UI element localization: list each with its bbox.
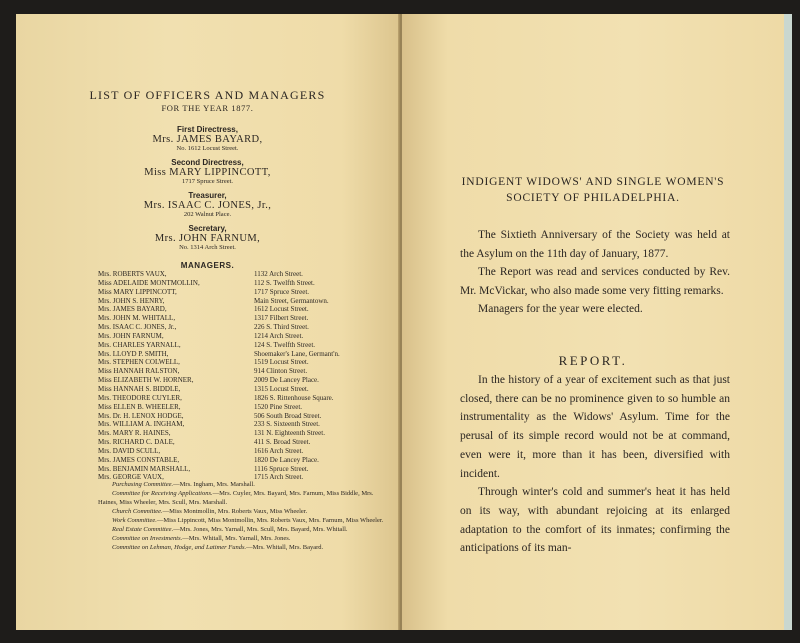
manager-address: 1116 Spruce Street. <box>254 464 309 473</box>
paragraph: Managers for the year were elected. <box>478 303 643 316</box>
officer-name: Miss MARY LIPPINCOTT, <box>144 167 271 178</box>
manager-address: 914 Clinton Street. <box>254 367 308 376</box>
list-item <box>98 385 398 394</box>
list-item <box>98 465 398 474</box>
list-item <box>98 420 398 429</box>
officer-second-directress <box>16 158 399 185</box>
manager-name: Mrs. JOHN M. WHITALL, <box>98 314 176 323</box>
officer-name: Mrs. JAMES BAYARD, <box>152 134 263 145</box>
manager-address: 506 South Broad Street. <box>254 411 322 420</box>
manager-name: Mrs. ROBERTS VAUX, <box>98 270 167 278</box>
committee-entry <box>98 480 388 489</box>
paragraph: The Sixtieth Anniversary of the Society was held at the Asylum on the 11th day of January, 1877. <box>460 229 730 260</box>
manager-name: Mrs. DAVID SCULL, <box>98 446 161 455</box>
committee-entry <box>98 489 388 507</box>
committee-members: —Mrs. Cuyler, Mrs. Bayard, Mrs. Farnum, Miss Biddle, Mrs. Haines, Miss Wheeler, Mrs. Scull, Mrs. Marshall. <box>98 490 374 506</box>
manager-name: Mrs. MARY R. HAINES, <box>98 429 171 438</box>
list-item <box>98 394 398 403</box>
paragraph: In the history of a year of excitement such as that just closed, there can be no prominence given to so humble an instrumentality as the Widows' Asylum. Time for the perusal of its simple record would not be at command, even were it, more than it has been, diversified with incident. <box>460 374 730 480</box>
manager-address: 2009 De Lancey Place. <box>254 376 319 385</box>
committee-entry <box>98 543 388 552</box>
manager-name: Mrs. GEORGE VAUX, <box>98 473 164 482</box>
manager-address: 1820 De Lancey Place. <box>254 455 319 464</box>
manager-name: Miss MARY LIPPINCOTT, <box>98 287 177 296</box>
committee-label: Church Committee. <box>112 508 163 515</box>
report-heading: REPORT. <box>558 353 628 368</box>
list-item <box>98 279 398 288</box>
committee-entry <box>98 516 388 525</box>
list-item <box>98 332 398 341</box>
manager-name: Miss HANNAH S. BIDDLE, <box>98 384 181 393</box>
committee-members: —Mrs. Whitall, Mrs. Bayard. <box>246 544 324 551</box>
officers-heading: LIST OF OFFICERS AND MANAGERS <box>89 88 326 102</box>
officer-name: Mrs. ISAAC C. JONES, Jr., <box>143 200 272 211</box>
list-item <box>98 297 398 306</box>
manager-name: Miss ELLEN B. WHEELER, <box>98 402 181 411</box>
list-item <box>98 350 398 359</box>
report-text <box>460 371 730 558</box>
managers-heading: MANAGERS. <box>180 261 235 270</box>
officer-title: Second Directress, <box>171 158 244 167</box>
manager-name: Mrs. Dr. H. LENOX HODGE, <box>98 411 184 420</box>
manager-name: Mrs. CHARLES YARNALL, <box>98 340 181 349</box>
committee-label: Committee for Receiving Applications. <box>112 490 213 497</box>
committee-label: Real Estate Committee. <box>112 526 174 533</box>
manager-name: Mrs. JAMES BAYARD, <box>98 305 167 314</box>
list-item <box>98 447 398 456</box>
list-item <box>98 323 398 332</box>
list-item <box>98 305 398 314</box>
manager-name: Mrs. JOHN S. HENRY, <box>98 296 165 305</box>
officer-address: 202 Walnut Place. <box>183 211 232 218</box>
manager-address: 1315 Locust Street. <box>254 384 309 393</box>
committees-list <box>98 480 388 552</box>
officer-address: 1717 Spruce Street. <box>181 178 234 185</box>
list-item <box>98 403 398 412</box>
officer-title: Secretary, <box>188 224 227 233</box>
officer-name: Mrs. JOHN FARNUM, <box>154 233 261 244</box>
society-title-line: SOCIETY OF PHILADELPHIA. <box>506 192 680 204</box>
officer-address: No. 1314 Arch Street. <box>179 244 236 251</box>
manager-name: Mrs. ISAAC C. JONES, Jr., <box>98 323 177 332</box>
cover-edge <box>784 14 792 630</box>
committee-entry <box>98 525 388 534</box>
manager-name: Mrs. JAMES CONSTABLE, <box>98 455 180 464</box>
manager-address: 233 S. Sixteenth Street. <box>254 420 320 429</box>
society-title <box>402 174 784 206</box>
committee-label: Committee on Investments. <box>112 535 183 542</box>
list-item <box>98 438 398 447</box>
committee-label: Work Committee. <box>112 517 157 524</box>
officers-year: FOR THE YEAR 1877. <box>161 103 254 113</box>
officer-secretary <box>16 224 399 251</box>
manager-name: Miss HANNAH RALSTON, <box>98 367 180 376</box>
officer-treasurer <box>16 191 399 218</box>
manager-address: 1317 Filbert Street. <box>254 314 309 323</box>
list-item <box>98 412 398 421</box>
manager-name: Mrs. JOHN FARNUM, <box>98 331 164 340</box>
committee-members: —Mrs. Jones, Mrs. Yarnall, Mrs. Scull, Mrs. Bayard, Mrs. Whitall. <box>173 526 348 533</box>
manager-address: 226 S. Third Street. <box>254 323 309 332</box>
manager-address: 411 S. Broad Street. <box>254 438 311 447</box>
manager-name: Miss ADELAIDE MONTMOLLIN, <box>98 278 200 287</box>
list-item <box>98 270 398 279</box>
committee-members: —Miss Lippincott, Miss Montmollin, Mrs. Roberts Vaux, Mrs. Farnum, Miss Wheeler. <box>156 517 384 524</box>
right-page <box>402 14 784 630</box>
list-item <box>98 376 398 385</box>
officer-title: Treasurer, <box>188 191 227 200</box>
manager-address: 1612 Locust Street. <box>254 305 309 314</box>
manager-name: Mrs. WILLIAM A. INGHAM, <box>98 420 185 429</box>
committee-members: —Miss Montmollin, Mrs. Roberts Vaux, Miss Wheeler. <box>162 508 308 515</box>
manager-address: 112 S. Twelfth Street. <box>254 278 315 287</box>
list-item <box>98 429 398 438</box>
list-item <box>98 288 398 297</box>
manager-address: Main Street, Germantown. <box>254 296 329 305</box>
committee-label: Purchasing Committee. <box>112 481 174 488</box>
committee-members: —Mrs. Whitall, Mrs. Yarnall, Mrs. Jones. <box>182 535 291 542</box>
list-item <box>98 456 398 465</box>
list-item <box>98 367 398 376</box>
manager-name: Miss ELIZABETH W. HORNER, <box>98 376 194 385</box>
committee-label: Committee on Lehman, Hodge, and Latimer Funds. <box>112 544 247 551</box>
paragraph: The Report was read and services conducted by Rev. Mr. McVickar, who also made some very fitting remarks. <box>460 266 730 297</box>
manager-name: Mrs. STEPHEN COLWELL, <box>98 358 180 367</box>
manager-address: 1132 Arch Street. <box>254 270 303 278</box>
committee-entry <box>98 534 388 543</box>
committee-members: —Mrs. Ingham, Mrs. Marshall. <box>173 481 255 488</box>
manager-address: 1519 Locust Street. <box>254 358 309 367</box>
manager-address: Shoemaker's Lane, Germant'n. <box>254 349 340 358</box>
managers-list <box>98 270 398 482</box>
manager-address: 131 N. Eighteenth Street. <box>254 429 325 438</box>
manager-address: 1616 Arch Street. <box>254 446 304 455</box>
manager-name: Mrs. THEODORE CUYLER, <box>98 393 182 402</box>
manager-address: 1715 Arch Street. <box>254 473 304 482</box>
manager-name: Mrs. LLOYD P. SMITH, <box>98 349 169 358</box>
manager-address: 1826 S. Rittenhouse Square. <box>254 393 334 402</box>
paragraph: Through winter's cold and summer's heat it has held on its way, with abundant rejoicing at its enlarged adaptation to the comfort of its inmates; confirming the anticipations of its man- <box>460 486 730 555</box>
list-item <box>98 314 398 323</box>
manager-address: 1520 Pine Street. <box>254 402 303 411</box>
committee-entry <box>98 507 388 516</box>
manager-address: 124 S. Twelfth Street. <box>254 340 316 349</box>
manager-address: 1717 Spruce Street. <box>254 287 310 296</box>
society-title-line: INDIGENT WIDOWS' AND SINGLE WOMEN'S <box>461 176 725 188</box>
manager-name: Mrs. BENJAMIN MARSHALL, <box>98 464 191 473</box>
left-page <box>16 14 399 630</box>
list-item <box>98 358 398 367</box>
manager-name: Mrs. RICHARD C. DALE, <box>98 438 175 447</box>
anniversary-text <box>460 226 730 319</box>
officer-first-directress <box>16 125 399 152</box>
officer-title: First Directress, <box>177 125 238 134</box>
officer-address: No. 1612 Locust Street. <box>176 145 239 152</box>
list-item <box>98 341 398 350</box>
manager-address: 1214 Arch Street. <box>254 331 304 340</box>
